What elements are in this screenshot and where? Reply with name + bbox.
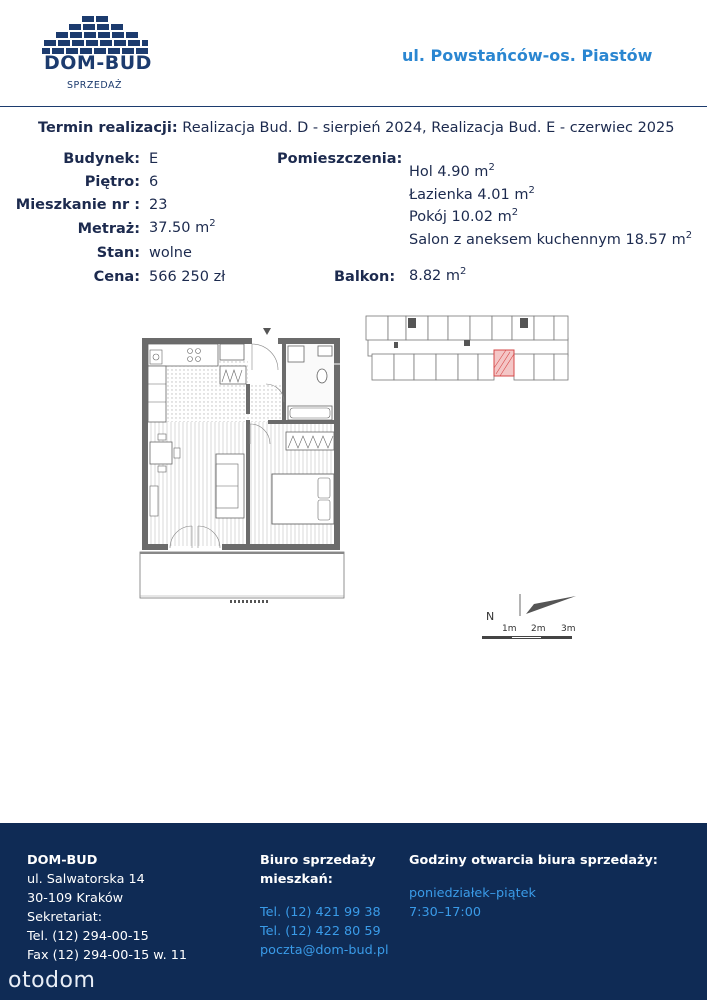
room-sup: 2	[685, 230, 693, 241]
floor-value: 6	[149, 174, 159, 190]
apartment-number-label: Mieszkanie nr :	[15, 197, 140, 213]
footer-secretariat: Sekretariat:	[27, 910, 103, 925]
room-sup: 2	[528, 185, 535, 196]
footer-company-name: DOM-BUD	[27, 853, 98, 868]
otodom-watermark: otodom	[8, 968, 96, 993]
header-divider	[0, 106, 707, 107]
footer-fax: Fax (12) 294-00-15 w. 11	[27, 948, 188, 963]
room-item	[409, 185, 535, 203]
room-text: Hol 4.90 m	[409, 163, 489, 180]
apartment-number-value: 23	[149, 197, 168, 213]
balcony-unit-sup: 2	[460, 266, 467, 277]
scale-tick-label: 2m	[531, 624, 546, 634]
sales-email-link[interactable]: poczta@dom-bud.pl	[260, 943, 389, 958]
room-sup: 2	[488, 162, 495, 173]
status-label: Stan:	[96, 245, 140, 261]
rooms-label: Pomieszczenia:	[277, 151, 403, 167]
scale-tick-label: 3m	[561, 624, 576, 634]
logo-subtitle: SPRZEDAŻ	[67, 80, 123, 91]
price-label: Cena:	[93, 269, 140, 285]
building-label: Budynek:	[63, 151, 140, 167]
scale-line	[482, 636, 572, 639]
room-text: Salon z aneksem kuchennym 18.57 m	[409, 231, 686, 248]
room-item	[409, 162, 495, 180]
footer-phone: Tel. (12) 294-00-15	[27, 929, 149, 944]
footer-hours-values	[409, 884, 536, 922]
logo-bricks-icon	[42, 16, 148, 56]
footer-company	[27, 851, 187, 965]
area-value	[149, 218, 216, 236]
room-text: Pokój 10.02 m	[409, 208, 512, 225]
footer-sales	[260, 851, 376, 889]
north-label: N	[486, 610, 495, 623]
room-item	[409, 207, 518, 225]
footer-street: ul. Salwatorska 14	[27, 872, 145, 887]
area-label: Metraż:	[77, 221, 140, 237]
scale-tick-label: 1m	[502, 624, 517, 634]
term-label: Termin realizacji:	[38, 120, 178, 136]
logo-name: DOM-BUD	[44, 52, 152, 74]
balcony-number: 8.82 m	[409, 267, 461, 284]
room-text: Łazienka 4.01 m	[409, 186, 529, 203]
area-number: 37.50 m	[149, 219, 210, 236]
status-value: wolne	[149, 245, 192, 261]
north-arrow-icon	[484, 592, 580, 620]
hours-time: 7:30–17:00	[409, 905, 482, 920]
building-key-plan	[364, 312, 572, 384]
area-unit-sup: 2	[209, 218, 216, 229]
footer-sales-title-2: mieszkań:	[260, 872, 333, 887]
header	[0, 0, 707, 106]
footer	[0, 823, 707, 1000]
building-value: E	[149, 151, 159, 167]
sales-phone-link[interactable]: Tel. (12) 422 80 59	[260, 924, 381, 939]
term-value: Realizacja Bud. D - sierpień 2024, Realizacja Bud. E - czerwiec 2025	[182, 120, 675, 136]
balcony-value	[409, 266, 466, 284]
floor-label: Piętro:	[84, 174, 140, 190]
room-item	[409, 230, 692, 248]
sales-phone-link[interactable]: Tel. (12) 421 99 38	[260, 905, 381, 920]
footer-sales-title-1: Biuro sprzedaży	[260, 853, 376, 868]
balcony-label: Balkon:	[334, 269, 396, 285]
footer-hours	[409, 851, 658, 870]
scale-bar	[480, 624, 574, 640]
hours-days: poniedziałek–piątek	[409, 886, 536, 901]
room-sup: 2	[511, 207, 519, 218]
footer-city: 30-109 Kraków	[27, 891, 124, 906]
floor-plan	[138, 324, 348, 606]
footer-hours-title: Godziny otwarcia biura sprzedaży:	[409, 853, 658, 868]
address-heading: ul. Powstańców-os. Piastów	[402, 46, 653, 65]
footer-sales-contacts	[260, 903, 389, 960]
term-line	[38, 120, 674, 136]
price-value: 566 250 zł	[149, 269, 226, 285]
